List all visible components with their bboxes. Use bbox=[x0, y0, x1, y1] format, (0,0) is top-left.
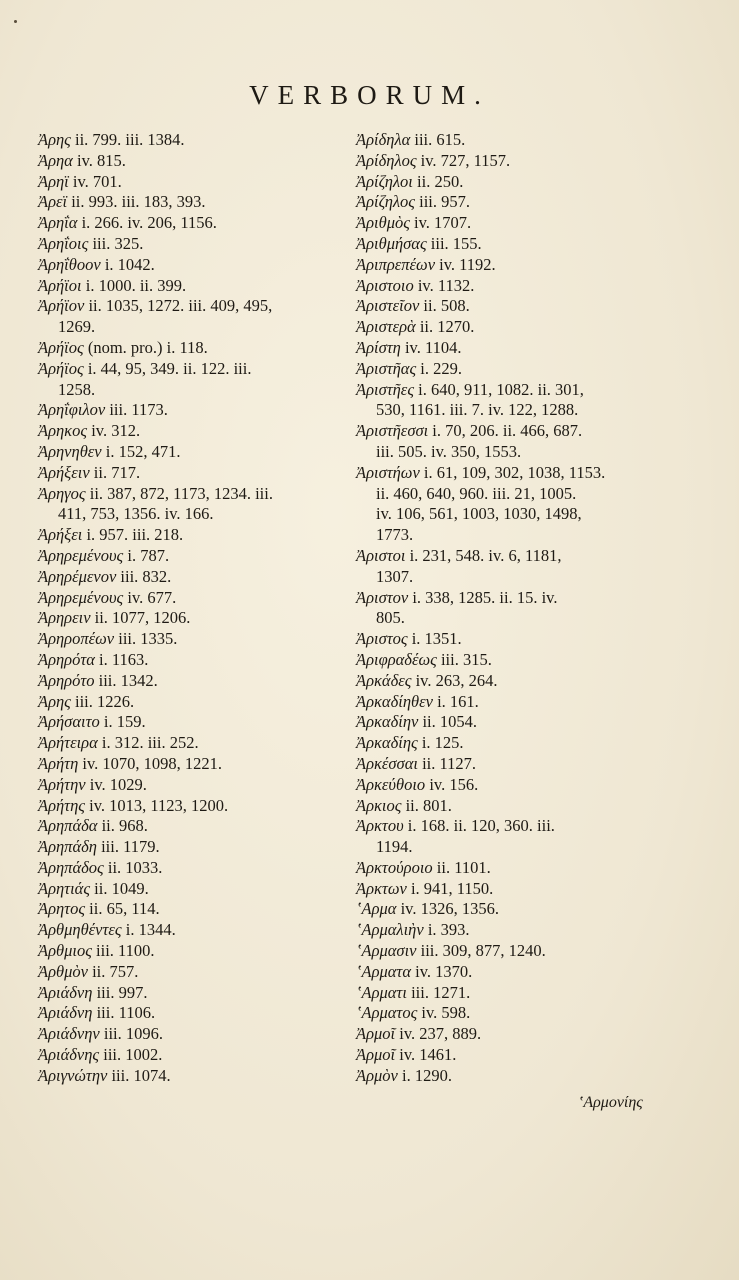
entry-word: Ἀρηκος bbox=[38, 421, 88, 441]
entry-refs: iv. 1070, 1098, 1221. bbox=[82, 753, 223, 773]
entry-refs-continued: iii. 505. iv. 350, 1553. bbox=[376, 441, 522, 461]
entry-word: Ἀρκαδίηθεν bbox=[356, 691, 433, 711]
entry-refs: iv. 312. bbox=[91, 421, 141, 441]
index-entry bbox=[38, 608, 348, 629]
index-entry bbox=[356, 754, 676, 775]
entry-word: Ἀριθμὸς bbox=[356, 213, 410, 233]
right-column bbox=[356, 130, 676, 1087]
entry-word: Ἀρεϊ bbox=[38, 192, 68, 212]
entry-refs: ii. 799. iii. 1384. bbox=[75, 130, 185, 149]
index-entry bbox=[356, 276, 676, 297]
entry-word: Ἀρίζηλοι bbox=[356, 171, 413, 191]
index-entry bbox=[38, 899, 348, 920]
index-entry bbox=[356, 1024, 676, 1045]
entry-refs: iii. 1096. bbox=[103, 1024, 164, 1044]
entry-refs: ii. 1049. bbox=[94, 878, 149, 898]
entry-word: Ἀρκεύθοιο bbox=[356, 774, 426, 794]
entry-refs-continued: iv. 106, 561, 1003, 1030, 1498, bbox=[376, 504, 582, 524]
index-entry bbox=[356, 920, 676, 941]
index-entry bbox=[356, 1066, 676, 1087]
entry-refs: ii. 1033. bbox=[107, 857, 163, 877]
index-entry bbox=[38, 941, 348, 962]
entry-word: Ἀρκαδίης bbox=[356, 733, 418, 753]
index-entry bbox=[356, 130, 676, 151]
entry-refs: iii. 1100. bbox=[96, 941, 155, 961]
entry-refs: i. 152, 471. bbox=[105, 441, 181, 461]
index-entry bbox=[38, 920, 348, 941]
entry-word: ʽΑρματος bbox=[356, 1003, 418, 1023]
index-entry bbox=[38, 151, 348, 172]
entry-word: Ἀριάδνην bbox=[38, 1024, 100, 1044]
index-entry bbox=[38, 255, 348, 276]
index-entry bbox=[38, 1066, 348, 1087]
index-entry bbox=[356, 213, 676, 234]
index-entry bbox=[38, 712, 348, 733]
entry-refs-continued: 805. bbox=[376, 608, 405, 628]
entry-refs: ii. 1035, 1272. iii. 409, 495, bbox=[88, 296, 273, 316]
entry-word: Ἀρθμηθέντες bbox=[38, 920, 122, 940]
entry-word: Ἀρηγος bbox=[38, 483, 86, 503]
index-entry bbox=[356, 421, 676, 442]
index-entry bbox=[356, 1045, 676, 1066]
index-entry bbox=[38, 733, 348, 754]
entry-refs: ii. 387, 872, 1173, 1234. iii. bbox=[89, 483, 273, 503]
index-entry bbox=[38, 837, 348, 858]
entry-word: Ἀρκτούροιο bbox=[356, 857, 433, 877]
entry-word: Ἀρηΐθοον bbox=[38, 254, 101, 274]
left-column bbox=[38, 130, 348, 1087]
index-entry bbox=[356, 380, 676, 401]
index-entry bbox=[38, 816, 348, 837]
entry-word: Ἀρηΐοις bbox=[38, 233, 89, 253]
entry-word: Ἀριφραδέως bbox=[356, 649, 437, 669]
index-entry bbox=[38, 276, 348, 297]
entry-refs: iv. 1132. bbox=[417, 275, 475, 295]
index-entry bbox=[356, 1003, 676, 1024]
index-entry bbox=[356, 588, 676, 609]
entry-refs: i. 159. bbox=[103, 712, 146, 732]
entry-refs: iii. 1106. bbox=[96, 1003, 156, 1023]
entry-word: Ἀριάδνη bbox=[38, 1003, 93, 1023]
index-entry bbox=[356, 546, 676, 567]
entry-refs: iii. 1271. bbox=[411, 982, 471, 1002]
entry-refs: iv. 598. bbox=[421, 1003, 471, 1023]
entry-refs: iii. 1226. bbox=[75, 691, 135, 711]
index-entry bbox=[38, 692, 348, 713]
entry-refs: i. 640, 911, 1082. ii. 301, bbox=[418, 379, 584, 399]
entry-word: ʽΑρμα bbox=[356, 899, 397, 919]
catchword: ʽΑρμονίης bbox=[578, 1094, 643, 1111]
index-entry bbox=[356, 296, 676, 317]
entry-refs: iii. 325. bbox=[92, 233, 144, 253]
entry-refs: iv. 1707. bbox=[414, 213, 472, 233]
entry-word: Ἀρκάδες bbox=[356, 670, 412, 690]
entry-refs: iii. 155. bbox=[430, 233, 482, 253]
entry-word: Ἀρίστη bbox=[356, 337, 401, 357]
entry-word: Ἀριστον bbox=[356, 587, 409, 607]
index-entry bbox=[38, 213, 348, 234]
index-entry bbox=[38, 546, 348, 567]
index-entry bbox=[356, 172, 676, 193]
entry-word: Ἀρητιάς bbox=[38, 878, 91, 898]
index-entry bbox=[356, 816, 676, 837]
entry-refs: iv. 1104. bbox=[404, 337, 462, 357]
entry-refs: iv. 1326, 1356. bbox=[400, 899, 499, 919]
entry-refs: i. 1351. bbox=[411, 629, 462, 649]
entry-word: Ἀρηπάδη bbox=[38, 837, 97, 857]
entry-word: Ἀρηρεμένους bbox=[38, 587, 124, 607]
entry-word: Ἀριάδνη bbox=[38, 982, 93, 1002]
entry-refs: i. 1290. bbox=[401, 1065, 452, 1085]
entry-refs: i. 125. bbox=[421, 733, 464, 753]
index-entry bbox=[38, 983, 348, 1004]
index-entry bbox=[356, 671, 676, 692]
entry-refs: iii. 1342. bbox=[98, 670, 158, 690]
entry-word: Ἀριστήων bbox=[356, 462, 420, 482]
index-entry bbox=[356, 192, 676, 213]
entry-word: Ἀρηρεμένους bbox=[38, 545, 124, 565]
entry-word: Ἀρήϊος bbox=[38, 337, 84, 357]
entry-refs: i. 393. bbox=[427, 920, 470, 940]
entry-word: Ἀρήτη bbox=[38, 753, 79, 773]
entry-word: Ἀριστῆας bbox=[356, 358, 417, 378]
entry-refs: iv. 263, 264. bbox=[415, 670, 498, 690]
entry-word: Ἀρήϊος bbox=[38, 358, 84, 378]
entry-word: Ἀρήσαιτο bbox=[38, 712, 100, 732]
entry-refs: iii. 1002. bbox=[103, 1045, 163, 1065]
entry-word: Ἀρκιος bbox=[356, 795, 402, 815]
index-entry bbox=[356, 733, 676, 754]
entry-word: Ἀρηΐφιλον bbox=[38, 400, 106, 420]
index-entry bbox=[38, 463, 348, 484]
entry-refs: i. 229. bbox=[420, 358, 463, 378]
entry-refs: iii. 1173. bbox=[109, 400, 168, 420]
index-entry bbox=[38, 650, 348, 671]
index-entry bbox=[38, 775, 348, 796]
entry-word: Ἀρηρότα bbox=[38, 649, 95, 669]
entry-word: Ἀρμὸν bbox=[356, 1065, 398, 1085]
index-entry bbox=[38, 172, 348, 193]
index-entry bbox=[356, 359, 676, 380]
entry-refs: i. 941, 1150. bbox=[410, 878, 494, 898]
entry-refs: ii. 1127. bbox=[422, 753, 477, 773]
entry-word: Ἀριπρεπέων bbox=[356, 254, 436, 274]
entry-word: Ἀριθμήσας bbox=[356, 233, 427, 253]
index-entry bbox=[38, 296, 348, 317]
entry-word: Ἀρκαδίην bbox=[356, 712, 419, 732]
entry-word: Ἀρηνηθεν bbox=[38, 441, 102, 461]
entry-refs: ii. 1054. bbox=[422, 712, 478, 732]
entry-word: Ἀριστοι bbox=[356, 545, 406, 565]
index-entry bbox=[38, 234, 348, 255]
entry-word: Ἀρης bbox=[38, 130, 71, 149]
entry-refs: ii. 968. bbox=[101, 816, 148, 836]
entry-refs: i. 1042. bbox=[104, 254, 155, 274]
index-entry bbox=[38, 359, 348, 380]
index-entry bbox=[38, 484, 348, 505]
entry-refs-continued: 530, 1161. iii. 7. iv. 122, 1288. bbox=[376, 400, 579, 420]
entry-refs: iii. 1074. bbox=[111, 1065, 171, 1085]
entry-refs: i. 70, 206. ii. 466, 687. bbox=[432, 421, 583, 441]
entry-refs: i. 168. ii. 120, 360. iii. bbox=[407, 816, 555, 836]
entry-word: Ἀρκτων bbox=[356, 878, 407, 898]
entry-refs-continued: 1258. bbox=[58, 379, 96, 399]
entry-word: Ἀριγνώτην bbox=[38, 1065, 108, 1085]
entry-word: Ἀρήξει bbox=[38, 525, 83, 545]
index-entry bbox=[356, 879, 676, 900]
index-entry bbox=[38, 671, 348, 692]
entry-word: Ἀρηροπέων bbox=[38, 629, 115, 649]
entry-refs: iii. 1179. bbox=[101, 837, 160, 857]
entry-refs: i. 161. bbox=[437, 691, 479, 711]
entry-refs: iv. 237, 889. bbox=[399, 1024, 482, 1044]
entry-word: Ἀριάδνης bbox=[38, 1045, 100, 1065]
entry-word: Ἀρκτου bbox=[356, 816, 404, 836]
entry-word: Ἀρήϊον bbox=[38, 296, 85, 316]
index-entry bbox=[38, 796, 348, 817]
entry-word: Ἀρμοῖ bbox=[356, 1045, 396, 1065]
index-entry bbox=[38, 588, 348, 609]
entry-word: Ἀρηα bbox=[38, 150, 73, 170]
entry-word: Ἀρηρότο bbox=[38, 670, 95, 690]
entry-word: Ἀρθμιος bbox=[38, 941, 92, 961]
entry-refs-continued: ii. 460, 640, 960. iii. 21, 1005. bbox=[376, 483, 577, 503]
entry-refs-continued: 1307. bbox=[376, 566, 414, 586]
index-entry bbox=[38, 879, 348, 900]
entry-word: Ἀρήξειν bbox=[38, 462, 90, 482]
entry-refs-continued: 1194. bbox=[376, 837, 413, 857]
entry-refs-continued: 1269. bbox=[58, 317, 96, 337]
entry-refs: i. 1344. bbox=[125, 920, 176, 940]
entry-refs: iv. 156. bbox=[429, 774, 479, 794]
entry-word: Ἀρίζηλος bbox=[356, 192, 416, 212]
entry-refs: ii. 65, 114. bbox=[89, 899, 160, 919]
index-entry bbox=[356, 899, 676, 920]
entry-word: Ἀριστῆες bbox=[356, 379, 415, 399]
index-entry bbox=[356, 317, 676, 338]
index-entry bbox=[38, 400, 348, 421]
entry-refs: i. 61, 109, 302, 1038, 1153. bbox=[423, 462, 606, 482]
entry-refs: i. 266. iv. 206, 1156. bbox=[81, 213, 217, 233]
entry-refs: ii. 250. bbox=[417, 171, 464, 191]
index-entry bbox=[356, 338, 676, 359]
index-entry bbox=[38, 442, 348, 463]
index-entry bbox=[356, 712, 676, 733]
entry-word: ʽΑρμαλιὴν bbox=[356, 920, 424, 940]
entry-refs: iv. 727, 1157. bbox=[420, 150, 511, 170]
index-entry bbox=[38, 338, 348, 359]
index-entry bbox=[38, 629, 348, 650]
index-entry bbox=[38, 858, 348, 879]
index-entry bbox=[356, 796, 676, 817]
index-entry bbox=[38, 1003, 348, 1024]
entry-refs: iv. 1013, 1123, 1200. bbox=[89, 795, 229, 815]
index-entry bbox=[356, 692, 676, 713]
entry-word: Ἀριστερὰ bbox=[356, 317, 416, 337]
entry-word: Ἀρηΐα bbox=[38, 213, 78, 233]
index-entry bbox=[38, 1024, 348, 1045]
entry-refs: i. 338, 1285. ii. 15. iv. bbox=[412, 587, 558, 607]
entry-refs: iv. 1370. bbox=[415, 961, 473, 981]
entry-refs: i. 787. bbox=[127, 545, 170, 565]
entry-word: Ἀρης bbox=[38, 691, 71, 711]
index-entry bbox=[38, 525, 348, 546]
entry-word: Ἀρήτης bbox=[38, 795, 85, 815]
entry-refs: iii. 315. bbox=[440, 649, 492, 669]
index-entry bbox=[38, 130, 348, 151]
entry-word: Ἀρηρειν bbox=[38, 608, 91, 628]
index-entry bbox=[38, 192, 348, 213]
entry-refs: iii. 957. bbox=[419, 192, 471, 212]
entry-refs: (nom. pro.) i. 118. bbox=[87, 337, 208, 357]
entry-refs: ii. 717. bbox=[93, 462, 141, 482]
entry-refs: iv. 1192. bbox=[439, 254, 496, 274]
index-entry bbox=[38, 754, 348, 775]
entry-word: Ἀρηπάδος bbox=[38, 857, 104, 877]
entry-refs: ii. 1101. bbox=[436, 857, 491, 877]
index-entry bbox=[356, 650, 676, 671]
index-entry bbox=[356, 463, 676, 484]
entry-word: Ἀρηπάδα bbox=[38, 816, 98, 836]
entry-refs: ii. 1270. bbox=[419, 317, 475, 337]
index-entry bbox=[356, 151, 676, 172]
index-entry bbox=[38, 1045, 348, 1066]
entry-refs: ii. 801. bbox=[405, 795, 452, 815]
entry-refs: i. 44, 95, 349. ii. 122. iii. bbox=[87, 358, 252, 378]
ink-speck bbox=[14, 20, 17, 23]
entry-word: Ἀρητος bbox=[38, 899, 86, 919]
entry-word: Ἀρίδηλα bbox=[356, 130, 411, 149]
entry-refs: i. 957. iii. 218. bbox=[86, 525, 184, 545]
entry-word: Ἀριστῆεσσι bbox=[356, 421, 429, 441]
index-entry bbox=[356, 962, 676, 983]
entry-refs: ii. 1077, 1206. bbox=[94, 608, 191, 628]
entry-refs: iv. 815. bbox=[76, 150, 126, 170]
entry-word: Ἀριστος bbox=[356, 629, 408, 649]
index-entry bbox=[356, 941, 676, 962]
entry-word: Ἀρήτειρα bbox=[38, 733, 98, 753]
entry-word: Ἀρήϊοι bbox=[38, 275, 82, 295]
entry-word: Ἀρίδηλος bbox=[356, 150, 417, 170]
index-entry bbox=[356, 775, 676, 796]
entry-refs: ii. 993. iii. 183, 393. bbox=[71, 192, 206, 212]
entry-word: Ἀρηϊ bbox=[38, 171, 69, 191]
index-entry bbox=[356, 858, 676, 879]
entry-word: Ἀριστεῖον bbox=[356, 296, 420, 316]
entry-refs: ii. 757. bbox=[92, 961, 139, 981]
entry-refs: i. 1163. bbox=[99, 649, 149, 669]
entry-word: Ἀρηρέμενον bbox=[38, 566, 117, 586]
entry-refs: ii. 508. bbox=[423, 296, 470, 316]
entry-refs: i. 312. iii. 252. bbox=[101, 733, 199, 753]
entry-word: Ἀριστοιο bbox=[356, 275, 414, 295]
entry-word: Ἀρκέσσαι bbox=[356, 753, 418, 773]
entry-refs-continued: 1773. bbox=[376, 525, 414, 545]
entry-word: Ἀρμοῖ bbox=[356, 1024, 396, 1044]
entry-refs: iv. 701. bbox=[72, 171, 122, 191]
index-entry bbox=[38, 962, 348, 983]
entry-refs: i. 231, 548. iv. 6, 1181, bbox=[409, 545, 562, 565]
entry-word: ʽΑρμασιν bbox=[356, 941, 417, 961]
entry-word: Ἀρθμὸν bbox=[38, 961, 88, 981]
index-entry bbox=[38, 567, 348, 588]
entry-refs: iv. 677. bbox=[127, 587, 177, 607]
page-header: VERBORUM. bbox=[249, 80, 490, 110]
index-entry bbox=[356, 629, 676, 650]
entry-word: ʽΑρματι bbox=[356, 982, 407, 1002]
entry-refs: iii. 309, 877, 1240. bbox=[420, 941, 546, 961]
entry-word: ʽΑρματα bbox=[356, 961, 412, 981]
index-entry bbox=[356, 234, 676, 255]
index-entry bbox=[38, 421, 348, 442]
entry-refs: iv. 1029. bbox=[89, 774, 147, 794]
entry-refs: iii. 832. bbox=[120, 566, 172, 586]
entry-refs-continued: 411, 753, 1356. iv. 166. bbox=[58, 504, 214, 524]
entry-word: Ἀρήτην bbox=[38, 774, 86, 794]
index-entry bbox=[356, 983, 676, 1004]
entry-refs: i. 1000. ii. 399. bbox=[85, 275, 187, 295]
entry-refs: iii. 1335. bbox=[118, 629, 178, 649]
index-entry bbox=[356, 255, 676, 276]
entry-refs: iii. 997. bbox=[96, 982, 148, 1002]
entry-refs: iii. 615. bbox=[414, 130, 466, 149]
entry-refs: iv. 1461. bbox=[399, 1045, 457, 1065]
